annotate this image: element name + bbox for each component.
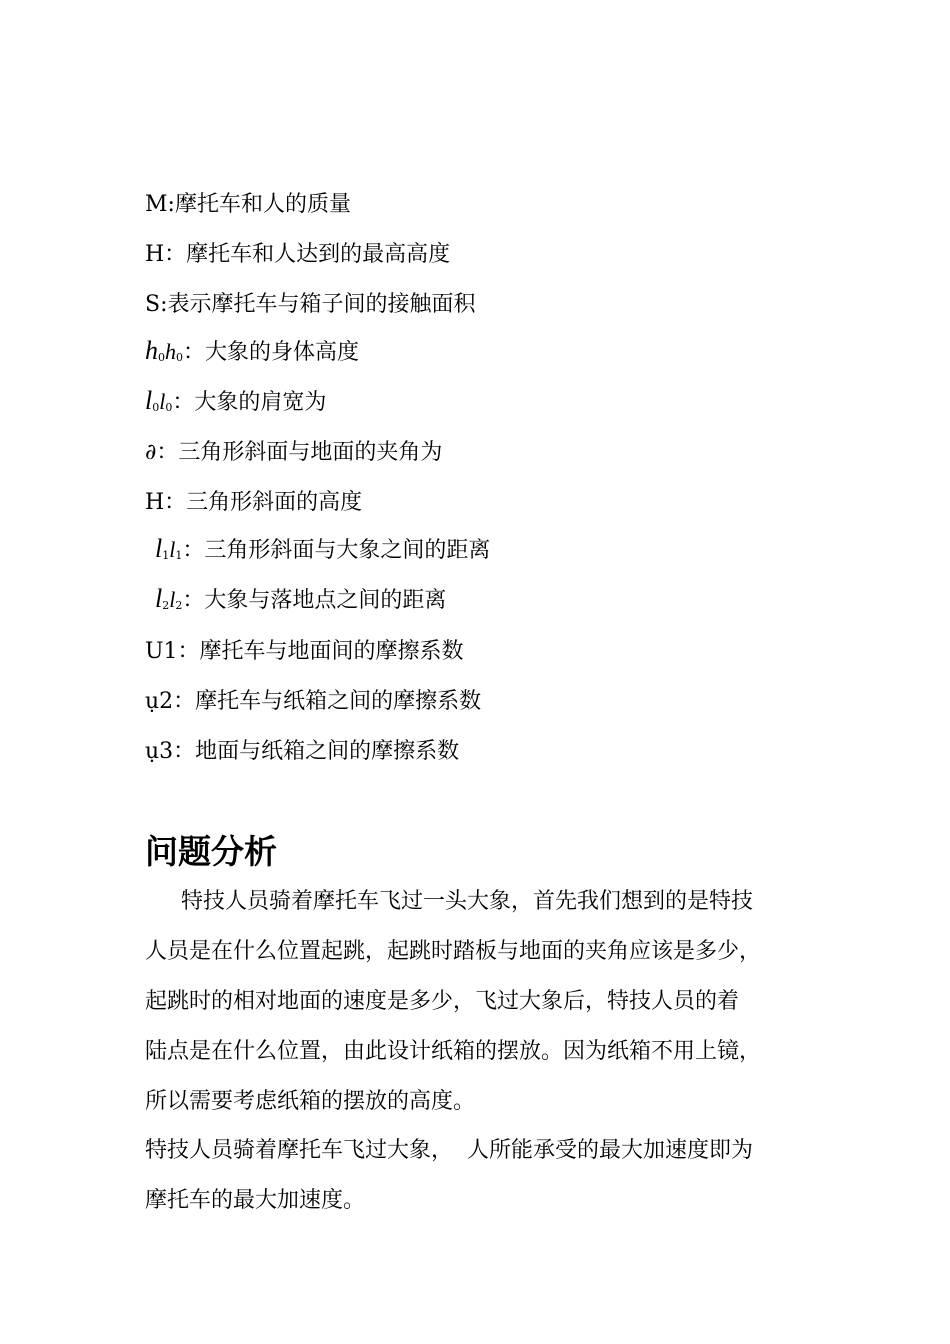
symbol-l0 xyxy=(145,386,326,423)
para1-line: 人员是在什么位置起跳，起跳时踏板与地面的夹角应该是多少， xyxy=(145,939,762,964)
symbol-u2: ụ2：摩托车与纸箱之间的摩擦系数 xyxy=(145,689,482,714)
l2-desc: ：大象与落地点之间的距离 xyxy=(182,588,447,613)
para1-line: 所以需要考虑纸箱的摆放的高度。 xyxy=(145,1089,476,1114)
para1-line: 起跳时的相对地面的速度是多少，飞过大象后，特技人员的着 xyxy=(145,989,740,1014)
l1-var-small: l xyxy=(169,537,176,562)
l0-desc: ：大象的肩宽为 xyxy=(172,390,327,415)
l2-sub-large: 2 xyxy=(162,599,170,612)
l0-sub-large: 0 xyxy=(152,401,160,414)
h0-sub-large: 0 xyxy=(158,351,165,364)
para1-line: 陆点是在什么位置，由此设计纸箱的摆放。因为纸箱不用上镜， xyxy=(145,1039,762,1064)
para2-line: 摩托车的最大加速度。 xyxy=(145,1188,366,1213)
symbol-h0 xyxy=(145,336,359,373)
l0-sub-small: 0 xyxy=(165,401,173,414)
symbol-angle: ∂：三角形斜面与地面的夹角为 xyxy=(145,440,443,465)
l2-var-large: l xyxy=(155,584,163,613)
h0-desc: ：大象的身体高度 xyxy=(183,340,360,365)
l2-sub-small: 2 xyxy=(175,599,183,612)
l1-sub-small: 1 xyxy=(175,549,183,562)
h0-var-small: h xyxy=(165,339,176,364)
para1-line: 特技人员骑着摩托车飞过一头大象，首先我们想到的是特技 xyxy=(181,889,754,914)
symbol-u1: U1：摩托车与地面间的摩擦系数 xyxy=(145,639,464,664)
l1-desc: ：三角形斜面与大象之间的距离 xyxy=(182,538,491,563)
para2-line: 特技人员骑着摩托车飞过大象， 人所能承受的最大加速度即为 xyxy=(145,1138,753,1163)
symbol-l2 xyxy=(155,584,446,621)
symbol-h-ramp: H：三角形斜面的高度 xyxy=(145,490,363,515)
l1-var-large: l xyxy=(155,534,163,563)
analysis-paragraph-2 xyxy=(145,1126,835,1226)
symbol-h-max: H：摩托车和人达到的最高高度 xyxy=(145,242,451,267)
section-heading: 问题分析 xyxy=(145,832,277,871)
h0-var-large: h xyxy=(145,336,158,365)
l2-var-small: l xyxy=(169,587,176,612)
h0-sub-small: 0 xyxy=(176,351,183,364)
symbol-u3: ụ3：地面与纸箱之间的摩擦系数 xyxy=(145,739,460,764)
symbol-s: S:表示摩托车与箱子间的接触面积 xyxy=(145,292,476,317)
l0-var-small: l xyxy=(159,389,166,414)
l0-var-large: l xyxy=(145,386,153,415)
symbol-l1 xyxy=(155,534,490,571)
l1-sub-large: 1 xyxy=(162,549,170,562)
analysis-paragraph-1 xyxy=(145,877,835,1127)
symbol-m: M:摩托车和人的质量 xyxy=(145,192,351,217)
